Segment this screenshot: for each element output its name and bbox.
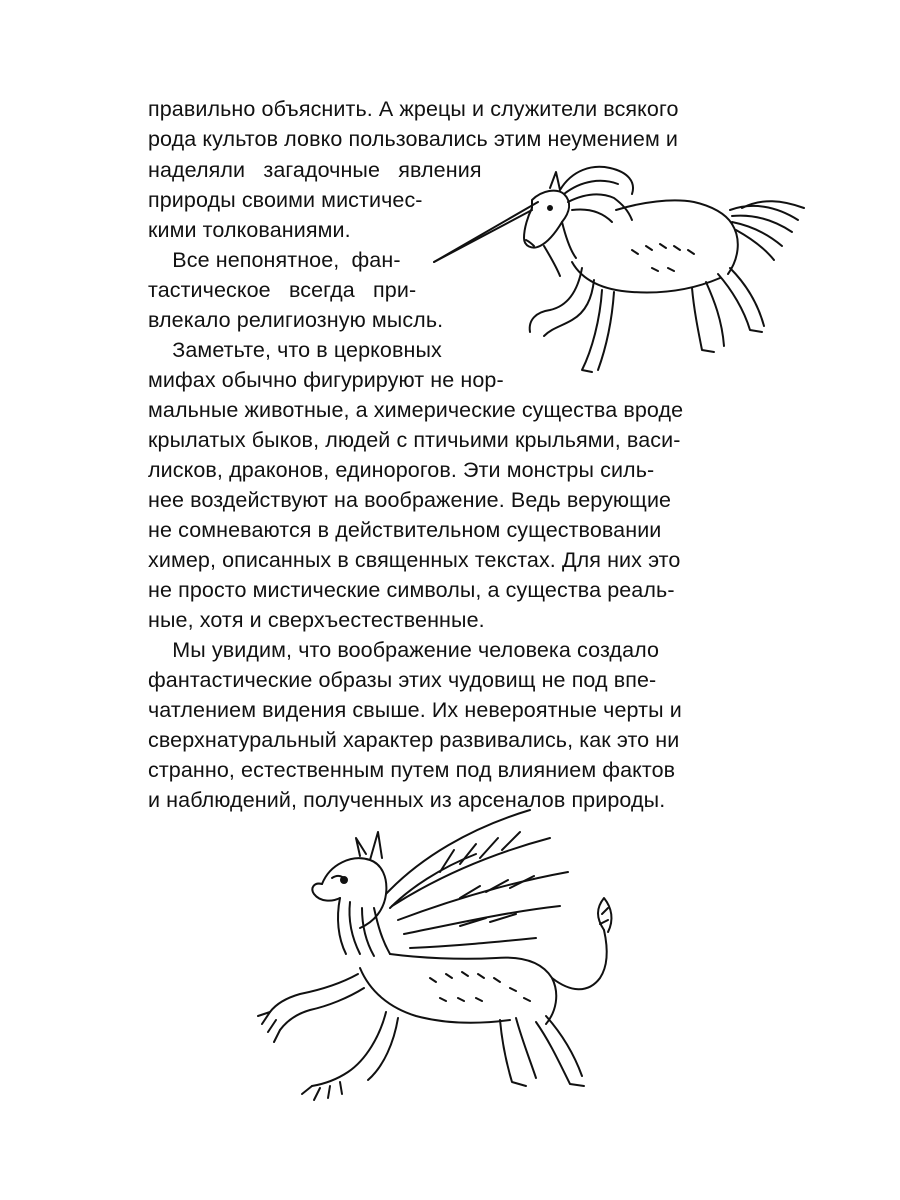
text-line: природы своими мистичес- (148, 188, 423, 212)
text-line: химер, описанных в священных текстах. Для них это (148, 548, 681, 572)
text-line: правильно объяснить. А жрецы и служители всякого (148, 97, 679, 121)
text-line: не просто мистические символы, а существа реаль- (148, 578, 675, 602)
text-line: влекало религиозную мысль. (148, 308, 444, 332)
griffin-icon (240, 798, 640, 1138)
text-line: рода культов ловко пользовались этим неумением и (148, 127, 679, 151)
text-line: мальные животные, а химерические существа вроде (148, 398, 684, 422)
text-line: Заметьте, что в церковных (148, 338, 442, 362)
text-line: Все непонятное, фан- (148, 248, 401, 272)
text-line: Мы увидим, что воображение человека создало (148, 638, 660, 662)
text-line: тастическое всегда при- (148, 278, 417, 302)
text-line: сверхнатуральный характер развивались, как это ни (148, 728, 680, 752)
unicorn-illustration (432, 150, 812, 380)
text-line: кими толкованиями. (148, 218, 351, 242)
text-line: наделяли загадочные явления (148, 158, 482, 182)
text-line: мифах обычно фигурируют не нор- (148, 368, 504, 392)
text-line: и наблюдений, полученных из арсеналов природы. (148, 788, 666, 812)
text-line: ные, хотя и сверхъестественные. (148, 608, 485, 632)
text-line: не сомневаются в действительном существовании (148, 518, 662, 542)
text-line: лисков, драконов, единорогов. Эти монстры силь- (148, 458, 655, 482)
unicorn-icon (432, 150, 812, 380)
text-line: странно, естественным путем под влиянием фактов (148, 758, 676, 782)
text-line: чатлением видения свыше. Их невероятные черты и (148, 698, 682, 722)
text-line: фантастические образы этих чудовищ не под впе- (148, 668, 657, 692)
griffin-illustration (240, 798, 640, 1138)
text-line: крылатых быков, людей с птичьими крыльями, васи- (148, 428, 681, 452)
text-line: нее воздействуют на воображение. Ведь верующие (148, 488, 672, 512)
